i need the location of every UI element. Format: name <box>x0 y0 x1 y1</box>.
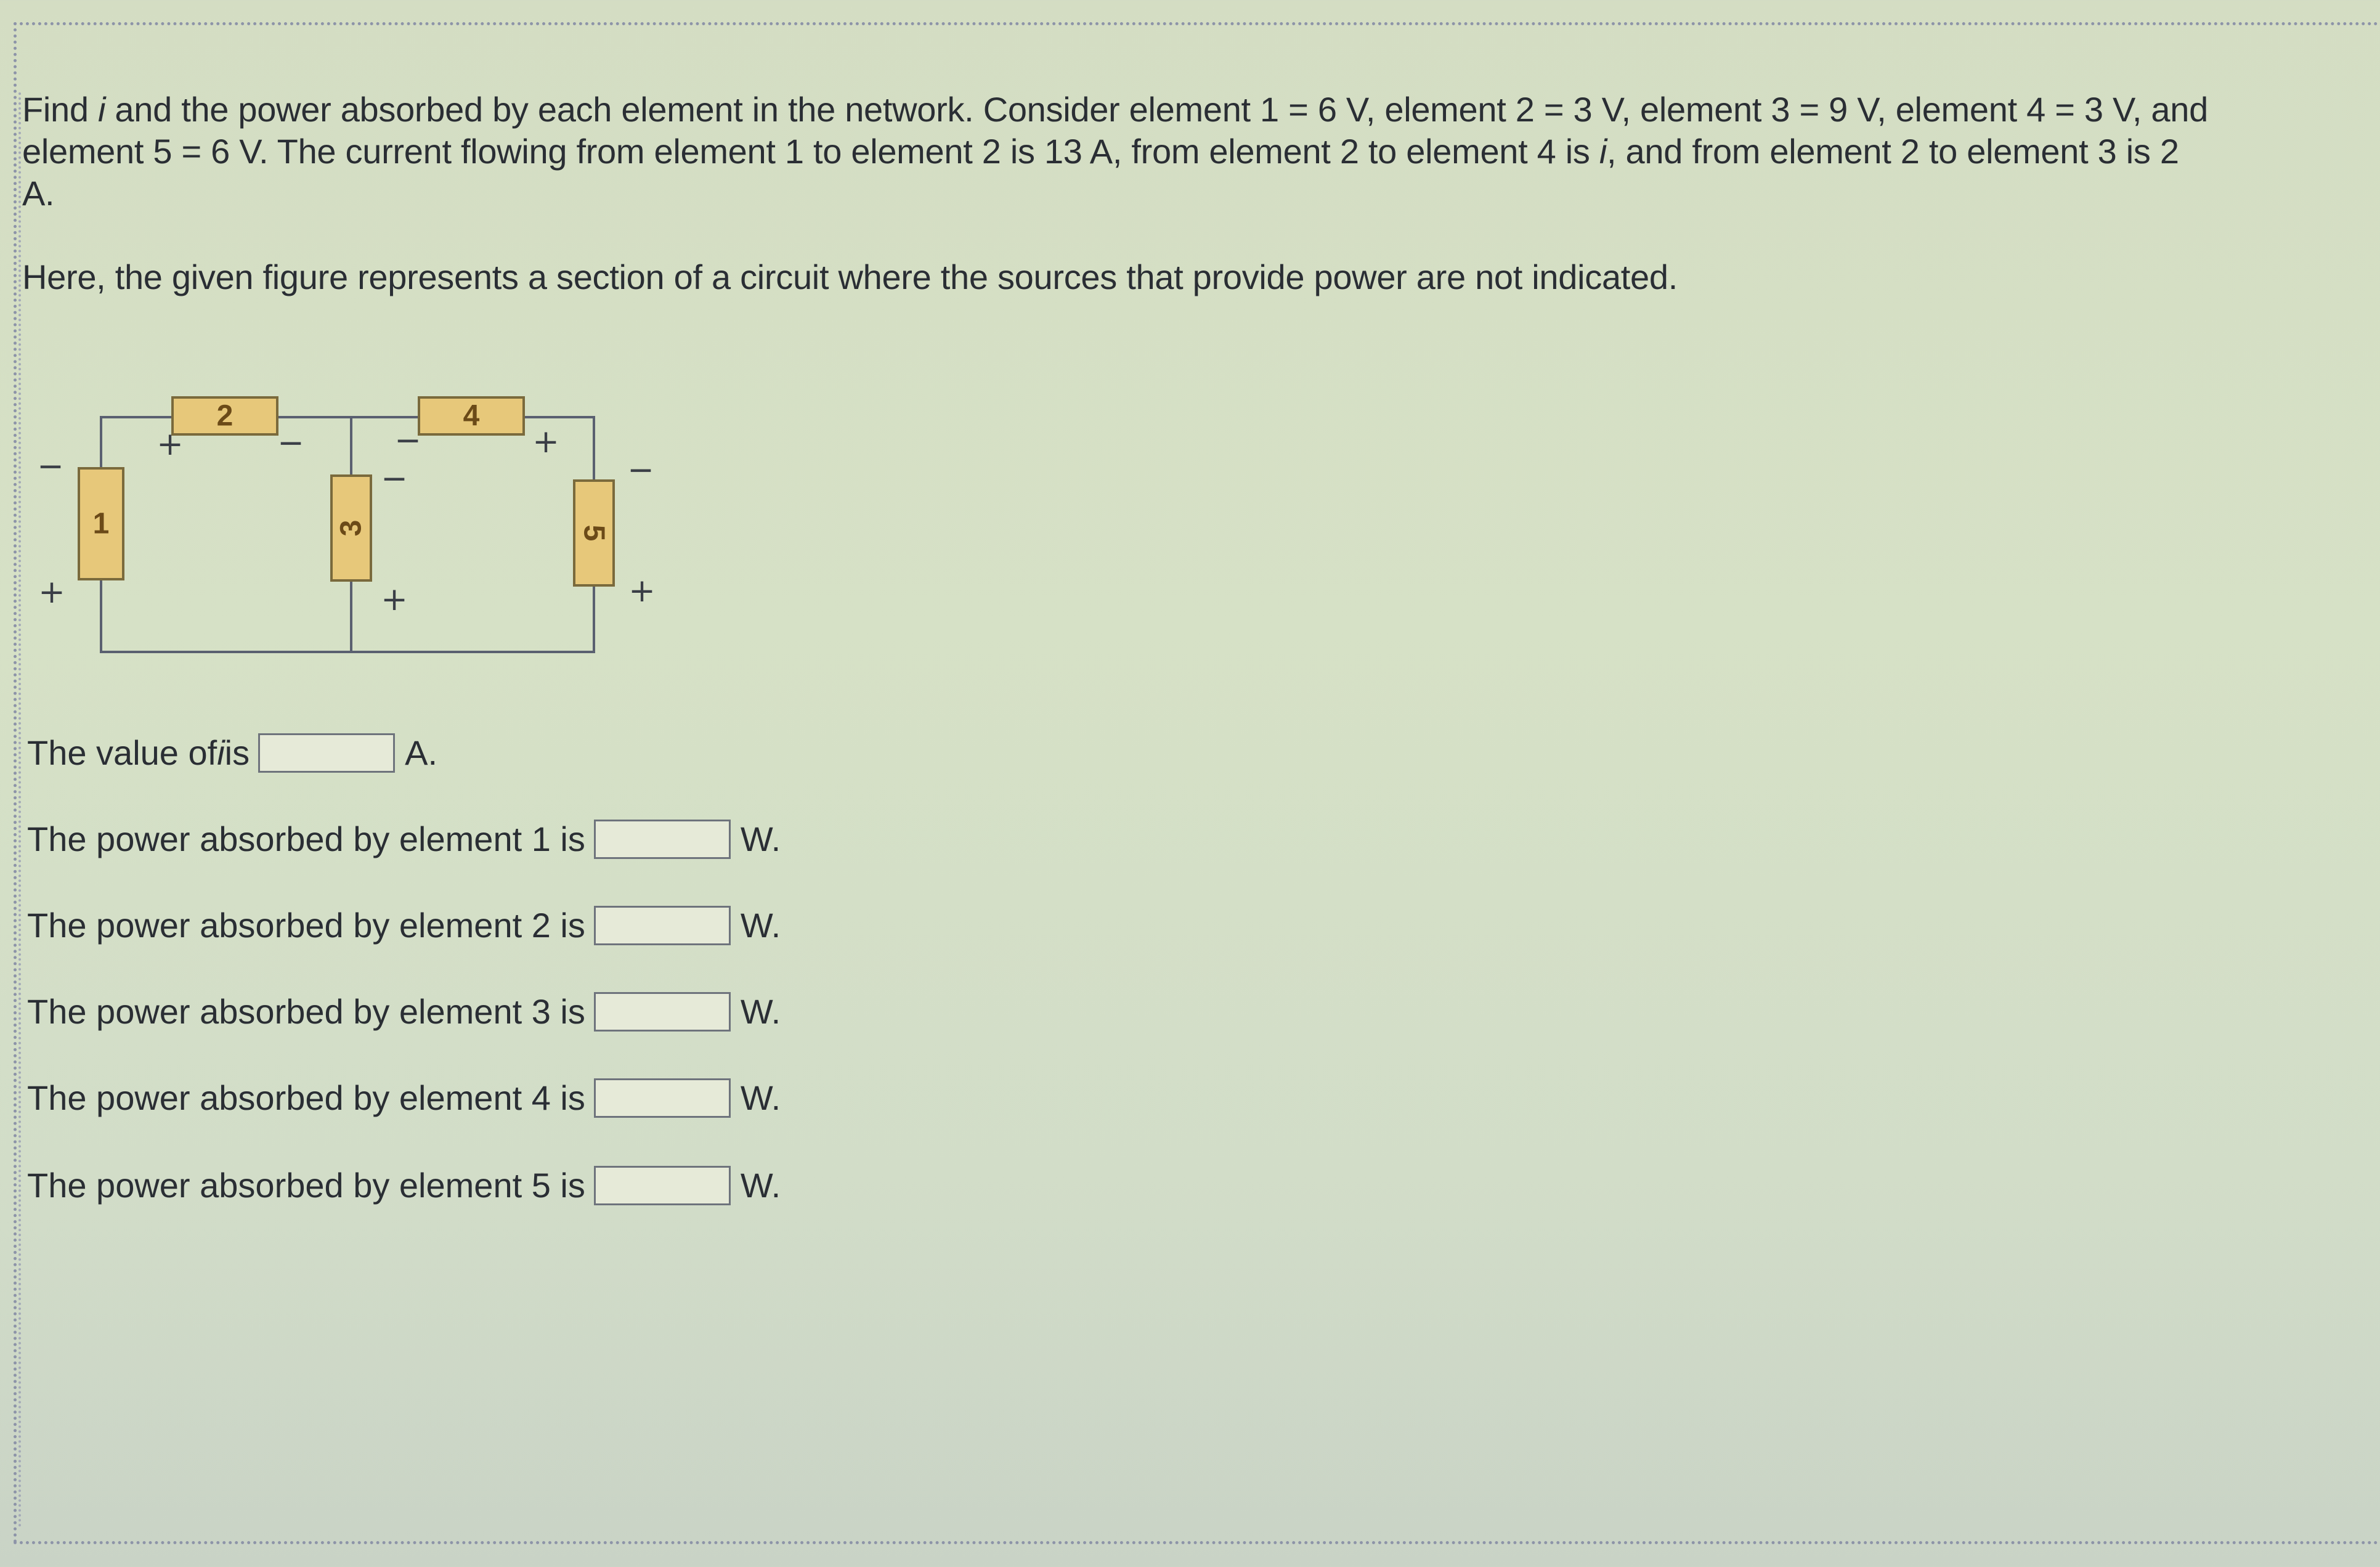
problem-statement <box>22 89 2216 214</box>
power-label-1: The power absorbed by element 1 is <box>27 820 585 858</box>
circuit-element-4 <box>419 397 524 434</box>
power-element-2-input[interactable] <box>594 906 731 945</box>
power-label-4: The power absorbed by element 4 is <box>27 1078 585 1117</box>
current-label-suffix: is <box>224 733 250 772</box>
plus-sign: + <box>156 426 184 463</box>
unit-watts: W. <box>740 1166 781 1205</box>
minus-sign: − <box>394 422 421 459</box>
power-row-1 <box>27 818 781 860</box>
power-row-5 <box>27 1165 781 1207</box>
power-element-3-input[interactable] <box>594 992 731 1032</box>
question-text <box>22 89 2216 298</box>
plus-sign: + <box>532 423 559 460</box>
power-row-3 <box>27 991 781 1033</box>
current-i-input[interactable] <box>258 733 395 773</box>
circuit-element-2 <box>173 397 277 434</box>
variable-i: i <box>1599 132 1607 171</box>
circuit-element-3 <box>331 476 371 580</box>
unit-amps: A. <box>405 733 438 772</box>
power-element-5-input[interactable] <box>594 1166 731 1205</box>
statement-part: and the power absorbed by each element in the network. Consider element 1 = 6 V, element 2 = 3 V, element 3 = 9 V, element 4 = 3 V, and element 5 = 6 V. The current flowing from element 1 to element 2 is 13 A, from element 2 to element 4 is <box>22 90 2208 171</box>
element-label: 2 <box>216 399 234 433</box>
element-label: 5 <box>577 524 611 542</box>
circuit-diagram <box>25 382 678 672</box>
unit-watts: W. <box>740 992 781 1031</box>
power-element-4-input[interactable] <box>594 1078 731 1118</box>
statement-part: , and from element 2 to element 3 is 2 A. <box>22 132 2179 213</box>
variable-i: i <box>98 90 106 129</box>
minus-sign: − <box>277 425 304 462</box>
figure-note: Here, the given figure represents a section of a circuit where the sources that provide power are not indicated. <box>22 258 1678 296</box>
power-row-2 <box>27 905 781 946</box>
plus-sign: + <box>381 581 408 618</box>
power-label-2: The power absorbed by element 2 is <box>27 906 585 945</box>
current-answer-row <box>27 732 437 774</box>
power-label-3: The power absorbed by element 3 is <box>27 992 585 1031</box>
element-label: 4 <box>463 399 480 433</box>
unit-watts: W. <box>740 1078 781 1117</box>
wire-left-bottom <box>101 579 351 652</box>
statement-part: Find <box>22 90 98 129</box>
circuit-figure <box>25 382 678 672</box>
current-label: The value of <box>27 733 217 772</box>
left-rule <box>18 92 21 1528</box>
element-label: 1 <box>92 507 110 540</box>
power-label-5: The power absorbed by element 5 is <box>27 1166 585 1205</box>
circuit-element-5 <box>574 481 614 585</box>
minus-sign: − <box>37 448 64 485</box>
element-label: 3 <box>335 519 368 537</box>
power-row-4 <box>27 1077 781 1119</box>
power-element-1-input[interactable] <box>594 820 731 859</box>
unit-watts: W. <box>740 906 781 945</box>
minus-sign: − <box>627 452 654 489</box>
minus-sign: − <box>381 460 408 497</box>
plus-sign: + <box>628 572 656 609</box>
variable-i: i <box>217 733 225 772</box>
plus-sign: + <box>38 574 65 611</box>
unit-watts: W. <box>740 820 781 858</box>
circuit-element-1 <box>79 468 123 579</box>
